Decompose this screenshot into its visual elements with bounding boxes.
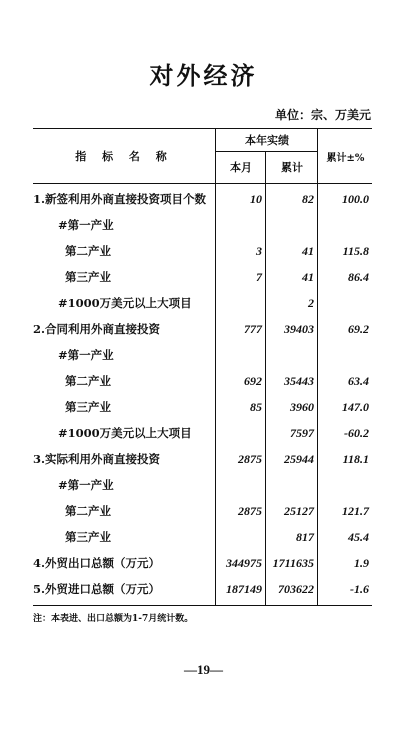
row-cumulative-value: 3960 <box>290 400 314 414</box>
row-name: #第一产业 <box>58 218 114 232</box>
table-note: 注：本表进、出口总额为1-7月统计数。 <box>33 614 194 624</box>
header-indicator-name: 指 标 名 称 <box>75 150 173 163</box>
table-row <box>33 238 372 264</box>
row-month-value: 85 <box>250 400 262 414</box>
row-change-value: 100.0 <box>342 192 369 206</box>
row-cumulative-value: 41 <box>302 244 314 258</box>
table-row <box>33 368 372 394</box>
row-cumulative-value: 817 <box>296 530 314 544</box>
row-cumulative-value: 1711635 <box>272 556 314 570</box>
page-title: 对外经济 <box>149 62 258 90</box>
row-month-value: 692 <box>244 374 262 388</box>
header-cumulative: 累计 <box>265 151 318 183</box>
row-name: 第三产业 <box>65 270 111 284</box>
row-cumulative-value <box>265 472 314 498</box>
row-cumulative-value: 7597 <box>290 426 314 440</box>
row-cumulative-value: 2 <box>308 296 314 310</box>
row-name: 第二产业 <box>65 504 111 518</box>
table-row <box>33 420 372 446</box>
row-month-value: 2875 <box>238 504 262 518</box>
header-month: 本月 <box>215 151 266 183</box>
row-change-value: -60.2 <box>344 426 369 440</box>
statistics-table <box>33 128 372 606</box>
table-row <box>33 524 372 550</box>
row-month-value: 777 <box>244 322 262 336</box>
row-name: 1.新签利用外商直接投资项目个数 <box>33 192 207 206</box>
row-cumulative-value: 25127 <box>284 504 314 518</box>
table-row <box>33 290 372 316</box>
table-row <box>33 498 372 524</box>
row-cumulative-value: 41 <box>302 270 314 284</box>
table-row <box>33 316 372 342</box>
header-cumulative-change: 累计±% <box>317 129 373 183</box>
row-month-value <box>215 420 262 446</box>
row-month-value: 187149 <box>226 582 262 596</box>
table-body <box>33 184 372 605</box>
table-row <box>33 394 372 420</box>
table-row <box>33 446 372 472</box>
row-cumulative-value: 35443 <box>284 374 314 388</box>
table-row <box>33 342 372 368</box>
row-month-value: 344975 <box>226 556 262 570</box>
row-change-value: 63.4 <box>348 374 369 388</box>
row-cumulative-value <box>265 342 314 368</box>
row-name: #1000万美元以上大项目 <box>58 296 192 310</box>
row-name: 5.外贸进口总额（万元） <box>33 582 161 596</box>
row-change-value: 115.8 <box>342 244 369 258</box>
table-row <box>33 576 372 602</box>
row-name: 第三产业 <box>65 530 111 544</box>
table-row <box>33 264 372 290</box>
row-change-value <box>317 472 369 498</box>
table-row <box>33 212 372 238</box>
header-year-total: 本年实绩 <box>215 129 318 152</box>
row-cumulative-value: 39403 <box>284 322 314 336</box>
row-name: #第一产业 <box>58 348 114 362</box>
row-name: #1000万美元以上大项目 <box>58 426 192 440</box>
table-row <box>33 186 372 212</box>
row-change-value: 69.2 <box>348 322 369 336</box>
row-month-value <box>215 212 262 238</box>
row-name: 第二产业 <box>65 374 111 388</box>
row-cumulative-value: 82 <box>302 192 314 206</box>
row-change-value: 1.9 <box>354 556 369 570</box>
row-change-value: 147.0 <box>342 400 369 414</box>
row-change-value <box>317 290 369 316</box>
row-month-value: 7 <box>256 270 262 284</box>
row-name: #第一产业 <box>58 478 114 492</box>
page-number: —19— <box>184 662 223 677</box>
row-name: 2.合同利用外商直接投资 <box>33 322 161 336</box>
row-month-value: 3 <box>256 244 262 258</box>
row-month-value: 10 <box>250 192 262 206</box>
row-change-value <box>317 212 369 238</box>
row-month-value: 2875 <box>238 452 262 466</box>
table-header <box>33 129 372 184</box>
row-month-value <box>215 472 262 498</box>
row-name: 4.外贸出口总额（万元） <box>33 556 161 570</box>
unit-label: 单位：宗、万美元 <box>274 108 371 122</box>
table-row <box>33 472 372 498</box>
row-change-value: 121.7 <box>342 504 369 518</box>
table-row <box>33 550 372 576</box>
row-change-value: 45.4 <box>348 530 369 544</box>
row-change-value: 118.1 <box>342 452 369 466</box>
row-cumulative-value: 25944 <box>284 452 314 466</box>
row-cumulative-value <box>265 212 314 238</box>
row-change-value <box>317 342 369 368</box>
row-name: 第二产业 <box>65 244 111 258</box>
row-month-value <box>215 290 262 316</box>
row-month-value <box>215 524 262 550</box>
row-name: 第三产业 <box>65 400 111 414</box>
row-change-value: -1.6 <box>350 582 369 596</box>
row-month-value <box>215 342 262 368</box>
row-cumulative-value: 703622 <box>278 582 314 596</box>
row-change-value: 86.4 <box>348 270 369 284</box>
row-name: 3.实际利用外商直接投资 <box>33 452 161 466</box>
